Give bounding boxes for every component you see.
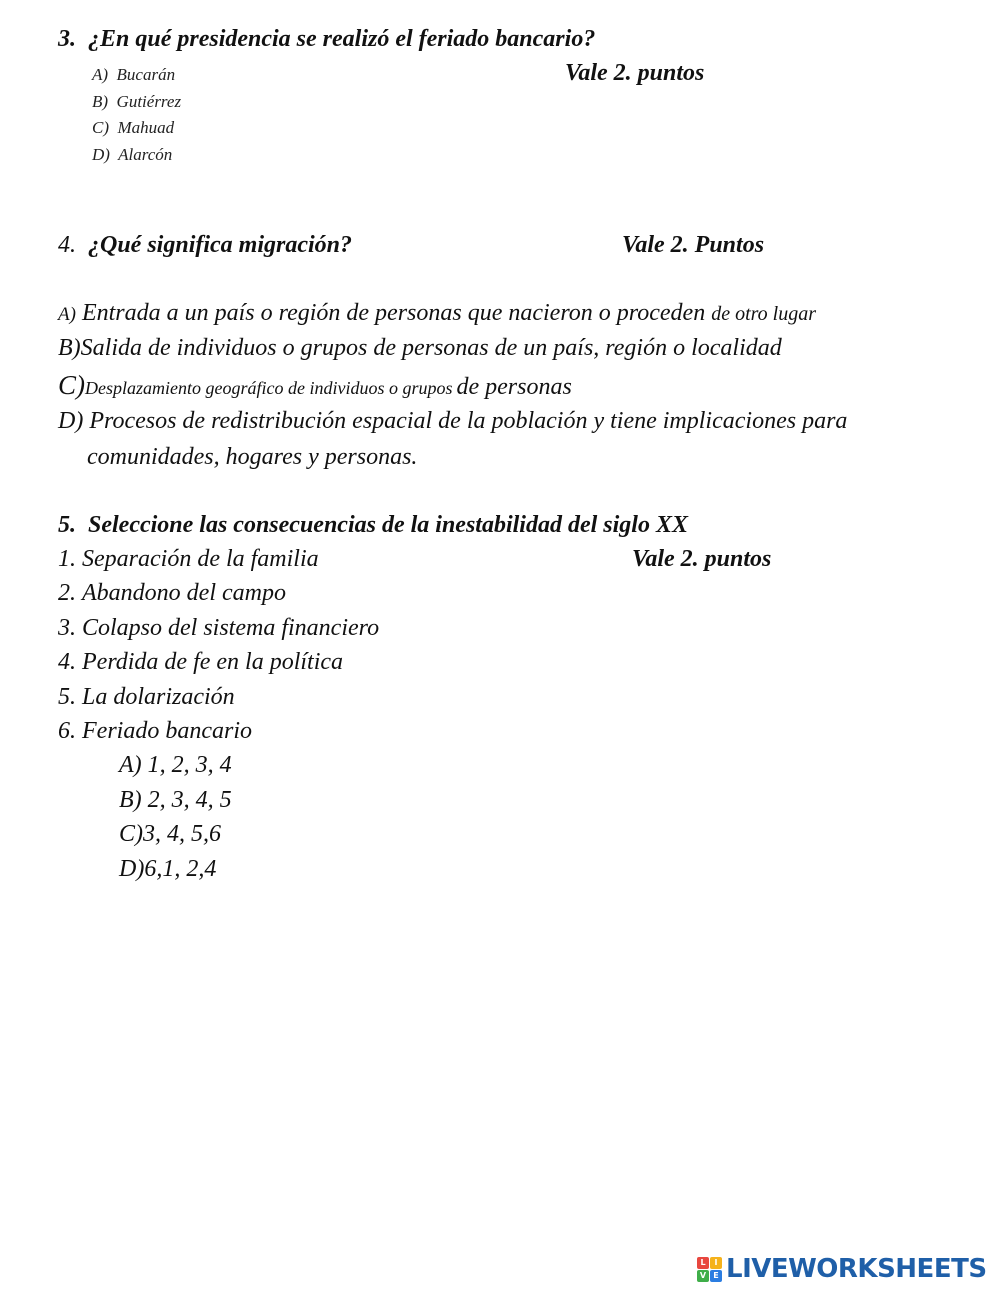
q4-points: Vale 2. Puntos <box>622 232 765 258</box>
q5-item-2: 2. Abandono del campo <box>58 580 286 606</box>
q3-option-d[interactable]: D) Alarcón <box>92 145 173 164</box>
q5-option-d[interactable]: D)6,1, 2,4 <box>119 856 217 882</box>
q3-option-b[interactable]: B) Gutiérrez <box>92 92 182 111</box>
q4-option-c[interactable]: C)Desplazamiento geográfico de individuos o grupos de personas <box>58 370 572 400</box>
logo-text: LIVEWORKSHEETS <box>726 1254 987 1284</box>
logo-cell-v: V <box>697 1270 709 1282</box>
q5-option-b[interactable]: B) 2, 3, 4, 5 <box>119 787 232 813</box>
logo-cell-e: E <box>710 1270 722 1282</box>
logo-cell-i: I <box>710 1257 722 1269</box>
q3-question: ¿En qué presidencia se realizó el feriado bancario? <box>88 26 596 52</box>
q3-option-c[interactable]: C) Mahuad <box>92 118 175 137</box>
q5-item-3: 3. Colapso del sistema financiero <box>58 615 380 641</box>
q3-number: 3. <box>58 26 76 52</box>
q5-option-c[interactable]: C)3, 4, 5,6 <box>119 821 221 847</box>
q5-item-1: 1. Separación de la familia <box>58 546 319 572</box>
q5-item-4: 4. Perdida de fe en la política <box>58 649 344 675</box>
q3-points: Vale 2. puntos <box>565 60 705 86</box>
q5-title <box>58 512 688 539</box>
q4-option-b[interactable]: B)Salida de individuos o grupos de personas de un país, región o localidad <box>58 335 782 361</box>
q3-title <box>58 26 595 53</box>
logo-icon <box>697 1257 722 1282</box>
q4-number: 4. <box>58 232 76 258</box>
liveworksheets-logo <box>697 1254 987 1284</box>
q3-option-a[interactable]: A) Bucarán <box>92 65 176 84</box>
q5-question: Seleccione las consecuencias de la inestabilidad del siglo XX <box>88 512 688 538</box>
q4-option-d-line2: comunidades, hogares y personas. <box>87 444 418 470</box>
q5-item-6: 6. Feriado bancario <box>58 718 252 744</box>
q4-title <box>58 232 352 259</box>
q5-option-a[interactable]: A) 1, 2, 3, 4 <box>119 752 232 778</box>
q5-number: 5. <box>58 512 76 538</box>
q4-option-a[interactable]: A) Entrada a un país o región de personas que nacieron o proceden de otro lugar <box>58 300 817 326</box>
logo-cell-l: L <box>697 1257 709 1269</box>
q5-item-5: 5. La dolarización <box>58 684 235 710</box>
q4-option-d[interactable]: D) Procesos de redistribución espacial de la población y tiene implicaciones para <box>58 408 848 434</box>
q4-question: ¿Qué significa migración? <box>88 232 353 258</box>
q5-points: Vale 2. puntos <box>632 546 772 572</box>
